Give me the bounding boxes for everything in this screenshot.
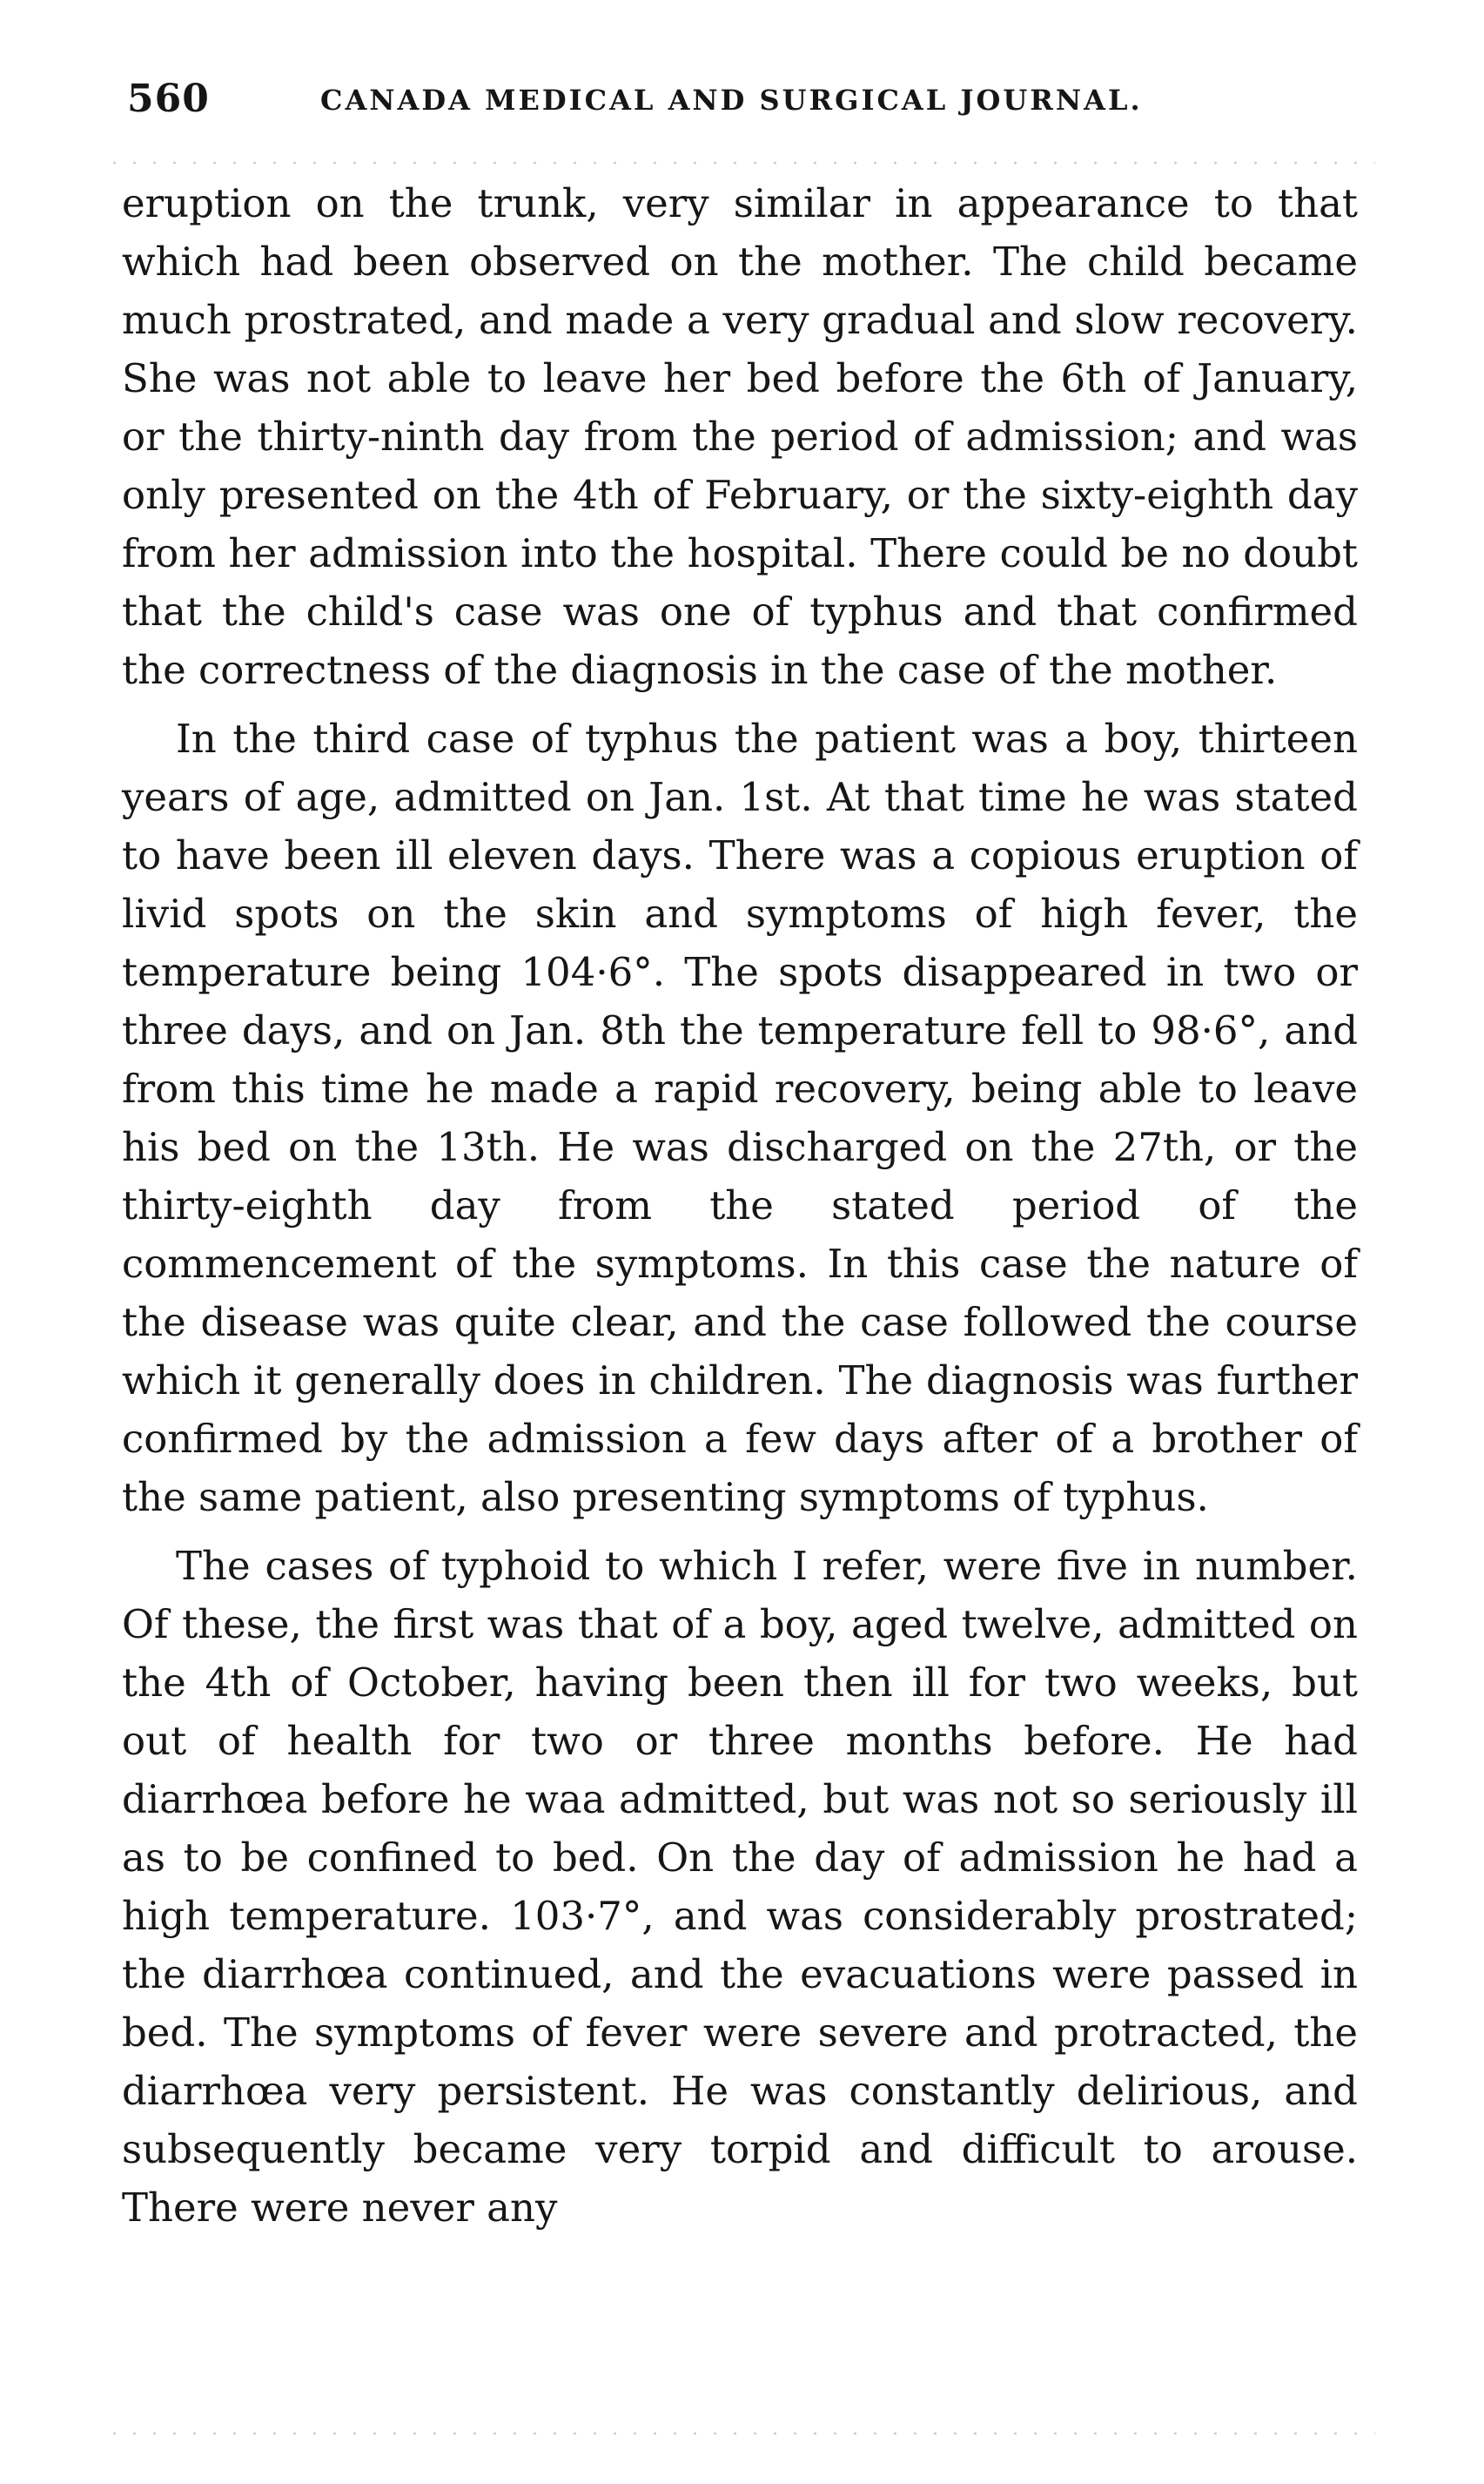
scan-noise-bottom [104, 2429, 1375, 2438]
page-header [127, 77, 1363, 138]
running-title: CANADA MEDICAL AND SURGICAL JOURNAL. [320, 84, 1143, 117]
paragraph-typhoid-cases: The cases of typhoid to which I refer, were five in number. Of these, the first was that of a boy, aged twelve, admitted on the 4th of October, having been then ill for two weeks, but out of health for two or three months before. He had diarrhœa before he waa admitted, but was not so seriously ill as to be confined to bed. On the day of admission he had a high temperature. 103·7°, and was considerably prostrated; the diarrhœa continued, and the evacuations were passed in bed. The symptoms of fever were severe and protracted, the diarrhœa very persistent. He was constantly delirious, and subsequently became very torpid and difficult to arouse. There were never any [122, 1543, 1358, 2231]
paragraph-third-typhus-case: In the third case of typhus the patient was a boy, thirteen years of age, admitted on Jan. 1st. At that time he was stated to have been ill eleven days. There was a copious eruption of livid spots on the skin and symptoms of high fever, the temperature being 104·6°. The spots disappeared in two or three days, and on Jan. 8th the temperature fell to 98·6°, and from this time he made a rapid recovery, being able to leave his bed on the 13th. He was discharged on the 27th, or the thirty-eighth day from the stated period of the commencement of the symptoms. In this case the nature of the disease was quite clear, and the case followed the course which it generally does in children. The diagnosis was further confirmed by the admission a few days after of a brother of the same patient, also presenting symptoms of typhus. [122, 716, 1358, 1520]
article-body [122, 174, 1358, 2247]
page-number: 560 [127, 77, 210, 121]
scan-noise-top [104, 158, 1375, 167]
paragraph-continued: eruption on the trunk, very similar in appearance to that which had been observed on the mother. The child became much prostrated, and made a very gradual and slow recovery. She was not able to leave her bed before the 6th of January, or the thirty-ninth day from the period of admission; and was only presented on the 4th of February, or the sixty-eighth day from her admission into the hospital. There could be no doubt that the child's case was one of typhus and that confirmed the correctness of the diagnosis in the case of the mother. [122, 180, 1358, 693]
